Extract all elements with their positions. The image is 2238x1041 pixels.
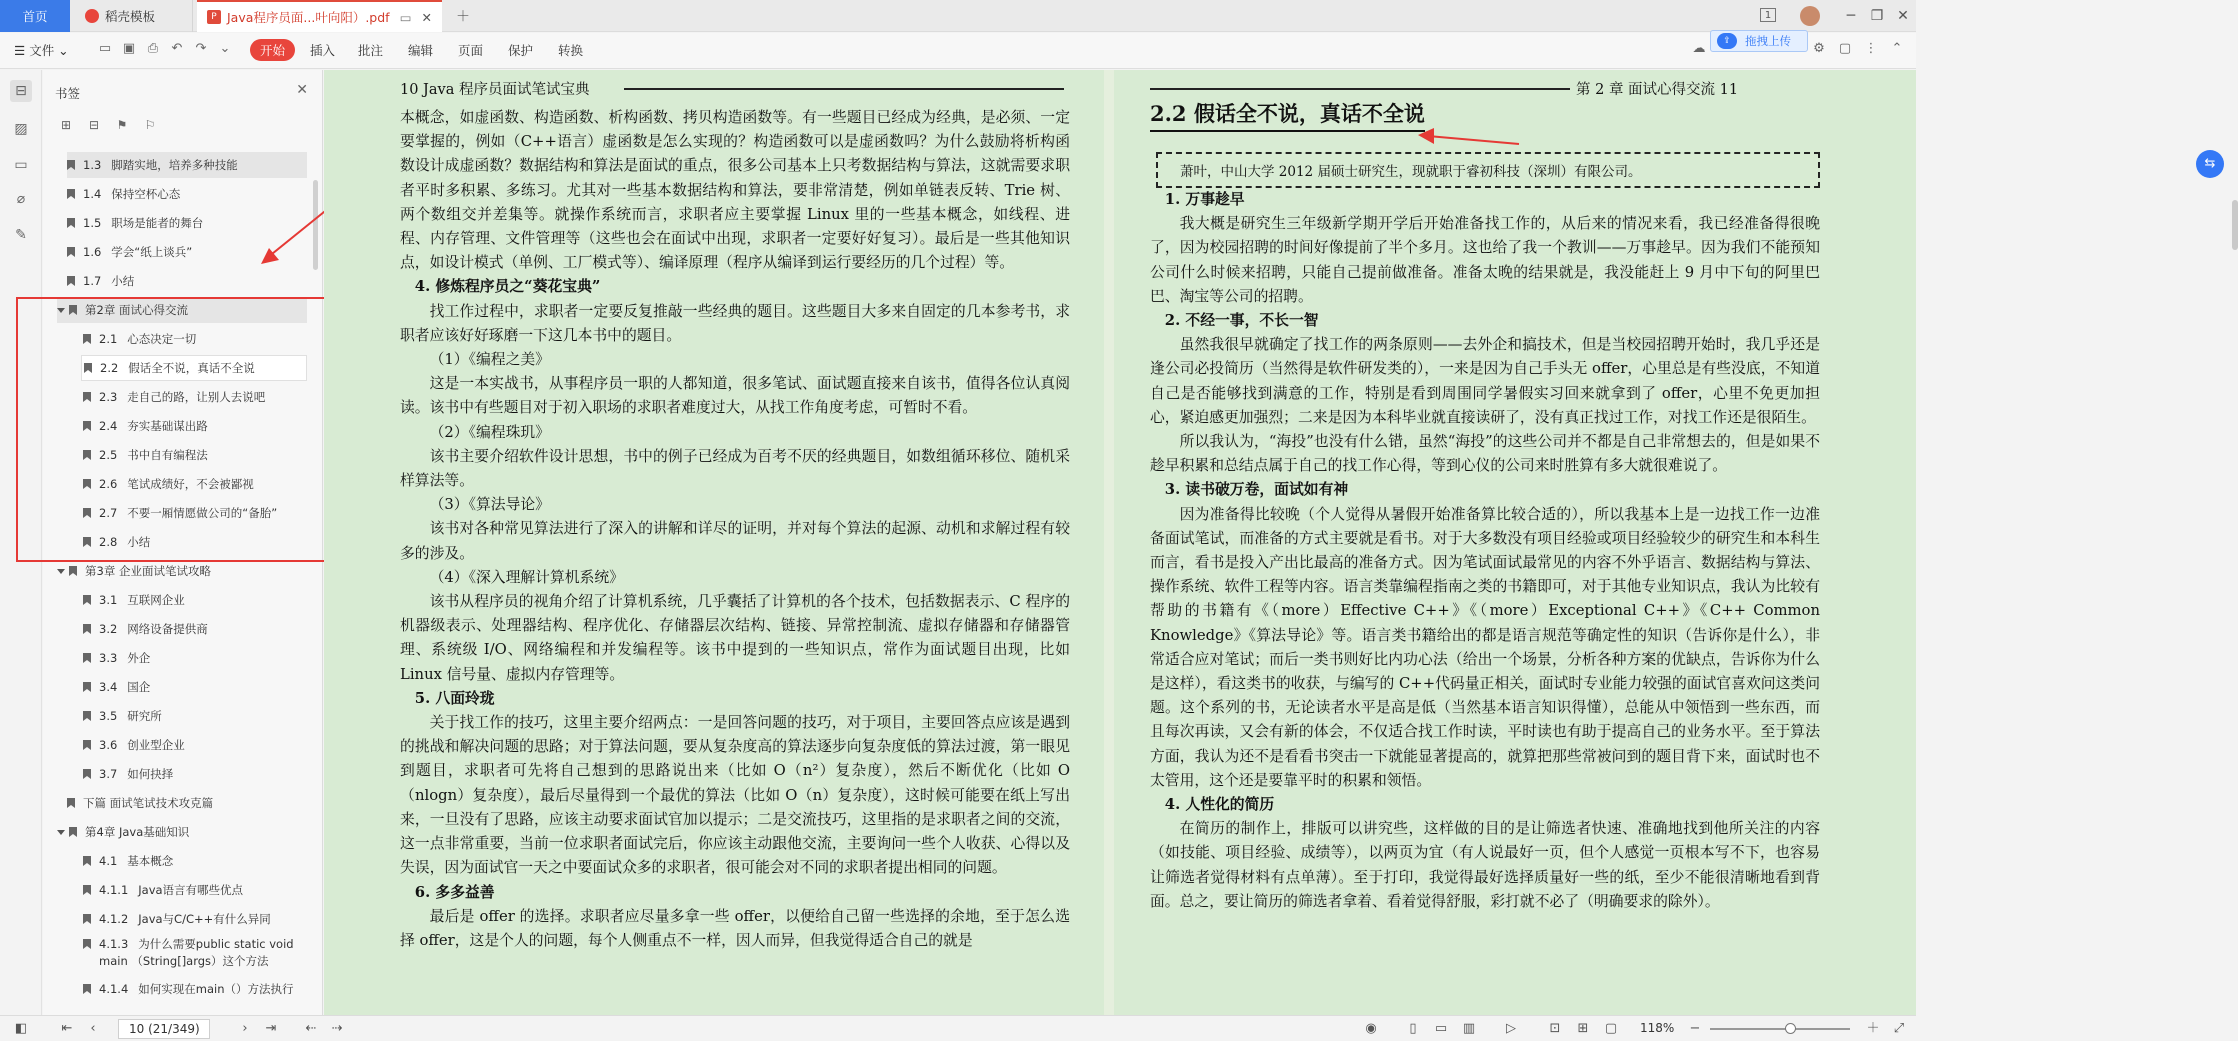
zoom-out-icon[interactable]: − <box>1689 1021 1701 1036</box>
zoom-in-icon[interactable]: ＋ <box>1866 1021 1880 1036</box>
left-heading: 6. 多多益善 <box>414 883 495 901</box>
left-header-rule <box>624 88 1064 90</box>
bookmark-2-4[interactable]: 2.4 夯实基础谋出路 <box>83 413 208 439</box>
bookmark-1-7[interactable]: 1.7 小结 <box>67 268 134 294</box>
bookmark-flag-icon <box>83 984 91 994</box>
left-paragraph: 该书主要介绍软件设计思想，书中的例子已经成为百考不厌的经典题目，如数组循环移位、随机采样算法等。 <box>400 447 1070 490</box>
tab-templates-label: 稻壳模板 <box>105 9 156 24</box>
right-header-rule <box>1150 88 1570 90</box>
tab-document[interactable] <box>197 0 442 32</box>
bookmark-flag-icon <box>83 885 91 895</box>
new-tab-icon[interactable]: ＋ <box>456 9 470 25</box>
bookmark-flag-icon <box>83 653 91 663</box>
left-subheading: （4）《深入理解计算机系统》 <box>429 568 624 586</box>
bookmark-3-4[interactable]: 3.4 国企 <box>83 674 150 700</box>
left-paragraph: 该书对各种常见算法进行了深入的讲解和详尽的证明，并对每个算法的起源、动机和求解过程有较多的涉及。 <box>400 520 1070 562</box>
fit-width-icon[interactable]: ⊡ <box>1549 1021 1561 1036</box>
fullscreen-icon[interactable]: ⤢ <box>1893 1021 1905 1036</box>
bookmark-2-7[interactable]: 2.7 不要一厢情愿做公司的“备胎” <box>83 500 277 526</box>
left-paragraph: 该书从程序员的视角介绍了计算机系统，几乎囊括了计算机的各个技术，包括数据表示、C 程序的机器级表示、处理器结构、程序优化、存储器层次结构、链接、异常控制流、虚拟存储器和存储器管理、系统级 I/O、网络编程和并发编程等。该书中提到的一些知识点，常作为面试题目出现，比如 Linux 信号量、虚拟内存管理等。 <box>400 593 1070 683</box>
bookmark-chapter-2[interactable]: 第2章 面试心得交流 <box>57 297 307 323</box>
left-paragraph: 本概念，如虚函数、构造函数、析构函数、拷贝构造函数等。有一些题目已经成为经典，是必须、一定要掌握的，例如（C++语言）虚函数是怎么实现的？构造函数可以是虚函数吗？为什么鼓励将析构函数设计成虚函数？数据结构和算法是面试的重点，很多公司基本上只考数据结构与算法，这就需要求职者平时多积累、多练习。尤其对一些基本数据结构和算法，要非常清楚，例如单链表反转、Trie 树、两个数组交并差集等。就操作系统而言，求职者应主要掌握 Linux 里的一些基本概念，如线程、进程、内存管理、文件管理等（这些也会在面试中出现，求职者一定要好好复习）。最后是一些其他知识点，如设计模式（单例、工厂模式等）、编译原理（程序从编译到运行要经历的几个过程）等。 <box>400 109 1070 272</box>
toggle-sidebar-icon[interactable]: ◧ <box>14 1021 28 1036</box>
single-page-icon[interactable]: ▯ <box>1409 1021 1417 1036</box>
restore-icon[interactable]: ❐ <box>1870 8 1884 24</box>
expand-caret-icon[interactable] <box>57 830 65 835</box>
bookmark-flag-icon <box>83 624 91 634</box>
bookmark-1-6[interactable]: 1.6 学会“纸上谈兵” <box>67 239 192 265</box>
left-heading: 5. 八面玲珑 <box>414 689 495 707</box>
bookmark-4-1[interactable]: 4.1 基本概念 <box>83 848 173 874</box>
left-paragraph: 找工作过程中，求职者一定要反复推敲一些经典的题目。这些题目大多来自固定的几本参考书，求职者应该好好琢磨一下这几本书中的题目。 <box>400 302 1070 344</box>
right-heading: 4. 人性化的简历 <box>1164 796 1275 814</box>
bookmark-2-8[interactable]: 2.8 小结 <box>83 529 150 555</box>
save-icon[interactable]: ▣ <box>122 41 136 56</box>
menu-insert[interactable]: 插入 <box>310 43 336 58</box>
file-menu[interactable]: ☰ 文件 ⌄ <box>14 43 69 58</box>
bookmark-4-1-2[interactable]: 4.1.2 Java与C/C++有什么异同 <box>83 906 271 932</box>
page-right <box>1114 70 1916 1015</box>
tab-home[interactable]: 首页 <box>0 0 70 32</box>
double-page-icon[interactable]: ▥ <box>1462 1021 1476 1036</box>
bookmark-3-1[interactable]: 3.1 互联网企业 <box>83 587 185 613</box>
bookmark-2-5[interactable]: 2.5 书中自有编程法 <box>83 442 208 468</box>
bookmark-3-3[interactable]: 3.3 外企 <box>83 645 150 671</box>
bookmark-flag-icon <box>83 595 91 605</box>
left-paragraph: 关于找工作的技巧，这里主要介绍两点：一是回答问题的技巧，对于项目，主要回答点应该是遇到的挑战和解决问题的思路；对于算法问题，要从复杂度高的算法逐步向复杂度低的算法过渡，第一眼见到题目，求职者可先将自己想到的思路说出来（比如 O（n²）复杂度），然后不断优化（比如 O（nlogn）复杂度），最后尽量得到一个最优的算法（比如 O（n）复杂度），这时候可能要在纸上写出来，一旦没有了思路，应该主动要求面试官加以提示；二是交流技巧，这里指的是求职者之间的交流，这一点非常重要，当前一位求职者面试完后，你应该主动跟他交流，主要询问一些个人收获、心得以及失误，因为面试官一天之中要面试众多的求职者，很可能会对不同的求职者提出相同的问题。 <box>400 714 1070 877</box>
page-gutter <box>1104 70 1114 1015</box>
translate-float-icon[interactable]: ⇆ <box>2196 150 2224 178</box>
prev-page-icon[interactable]: ‹ <box>90 1021 96 1036</box>
comments-icon[interactable]: ▭ <box>14 157 28 173</box>
tab-document-label: Java程序员面...叶向阳）.pdf <box>227 10 390 25</box>
pdf-icon: P <box>207 10 221 24</box>
close-window-icon[interactable]: ✕ <box>1897 8 1909 24</box>
forward-icon[interactable]: ⇢ <box>331 1021 343 1036</box>
next-page-icon[interactable]: › <box>242 1021 248 1036</box>
avatar[interactable] <box>1800 6 1820 26</box>
left-subheading: （2）《编程珠玑》 <box>429 423 550 441</box>
author-box: 萧叶，中山大学 2012 届硕士研究生，现就职于睿初科技（深圳）有限公司。 <box>1156 152 1820 188</box>
right-paragraph: 所以我认为，“海投”也没有什么错，虽然“海投”的这些公司并不都是自己非常想去的，但是如果不趁早积累和总结点属于自己的找工作心得，等到心仪的公司来时胜算有多大就很难说了。 <box>1150 433 1820 475</box>
bookmark-1-5[interactable]: 1.5 职场是能者的舞台 <box>67 210 203 236</box>
attachment-icon[interactable]: ⌀ <box>16 191 26 207</box>
right-page-header: 第 2 章 面试心得交流 11 <box>1576 82 1739 98</box>
bookmark-flag-icon <box>67 218 75 228</box>
main-toolbar <box>0 33 1916 69</box>
bookmark-2-3[interactable]: 2.3 走自己的路，让别人去说吧 <box>83 384 265 410</box>
expand-caret-icon[interactable] <box>57 569 65 574</box>
bookmark-flag-icon <box>83 711 91 721</box>
zoom-level[interactable]: 118% <box>1640 1021 1675 1035</box>
menu-start[interactable]: 开始 <box>250 39 295 61</box>
bookmark-panel-icon[interactable]: ⊟ <box>10 80 32 102</box>
document-viewer[interactable] <box>324 70 2216 1015</box>
bookmark-flag-icon <box>83 856 91 866</box>
menu-edit[interactable]: 编辑 <box>408 43 434 58</box>
right-paragraph: 我大概是研究生三年级新学期开学后开始准备找工作的，从后来的情况来看，我已经准备得很晚了，因为校园招聘的时间好像提前了半个多月。这也给了我一个教训——万事趁早。因为我们不能预知公司什么时候来招聘，只能自己提前做准备。准备太晚的结果就是，我没能赶上 9 月中下旬的阿里巴巴、淘宝等公司的招聘。 <box>1150 215 1820 305</box>
expand-all-icon[interactable]: ⊞ <box>60 118 72 132</box>
settings-icon[interactable]: ⚙ <box>1813 41 1825 56</box>
bookmark-icon[interactable]: ⚐ <box>144 118 156 132</box>
add-bookmark-icon[interactable]: ⚑ <box>116 118 128 132</box>
last-page-icon[interactable]: ⇥ <box>265 1021 277 1036</box>
tab-window-icon[interactable]: ▭ <box>399 9 412 25</box>
menu-convert[interactable]: 转换 <box>558 43 584 58</box>
first-page-icon[interactable]: ⇤ <box>61 1021 73 1036</box>
bookmark-3-5[interactable]: 3.5 研究所 <box>83 703 162 729</box>
bookmark-flag-icon <box>67 276 75 286</box>
bookmark-flag-icon <box>69 827 77 837</box>
bookmark-flag-icon <box>83 682 91 692</box>
bookmark-1-4[interactable]: 1.4 保持空杯心态 <box>67 181 180 207</box>
actual-size-icon[interactable]: ▢ <box>1604 1021 1618 1036</box>
more-icon[interactable]: ⋮ <box>1864 41 1878 56</box>
docer-logo-icon <box>85 9 99 23</box>
window-count-badge[interactable]: 1 <box>1760 8 1776 22</box>
bookmark-flag-icon <box>83 914 91 924</box>
bookmark-flag-icon <box>83 769 91 779</box>
open-icon[interactable]: ▭ <box>98 41 112 56</box>
comment-icon[interactable]: ▢ <box>1838 41 1852 56</box>
bookmark-flag-icon <box>83 939 91 949</box>
left-page-body <box>400 106 1070 953</box>
bookmark-2-1[interactable]: 2.1 心态决定一切 <box>83 326 196 352</box>
collapse-ribbon-icon[interactable]: ⌃ <box>1891 41 1903 56</box>
file-menu-label: 文件 <box>29 43 55 58</box>
annotation-arrow-right <box>1414 128 1524 168</box>
bookmark-3-7[interactable]: 3.7 如何抉择 <box>83 761 173 787</box>
signature-icon[interactable]: ✎ <box>15 227 27 243</box>
left-page-header: 10 Java 程序员面试笔试宝典 <box>400 82 590 98</box>
status-bar <box>0 1015 1916 1041</box>
zoom-slider[interactable] <box>1710 1028 1850 1030</box>
print-icon[interactable]: ⎙ <box>147 41 159 56</box>
right-paragraph: 因为准备得比较晚（个人觉得从暑假开始准备算比较合适的），所以我基本上是一边找工作一边准备面试笔试，而准备的方式主要就是看书。对于大多数没有项目经验或项目经验较少的研究生和本科生而言，看书是投入产出比最高的准备方式。因为笔试面试最常见的内容不外乎语言、数据结构与算法、操作系统、软件工程等内容。语言类靠编程指南之类的书籍即可，对于其他专业知识点，我认为比较有帮助的书籍有《（more）Effective C++》《（more）Exceptional C++》《C++ Common Knowledge》《算法导论》等。语言类书籍给出的都是语言规范等确定性的知识（告诉你是什么），非常适合应对笔试；而后一类书则好比内功心法（给出一个场景，分析各种方案的优缺点，告诉你为什么是这样），看这类书的收获，与编写的 C++代码量正相关，面试时专业能力较强的面试官喜欢问这类问题。这个系列的书，无论读者水平是高是低（当然基本语言知识得懂），总能从中领悟到一些东西，而且每次再读，又会有新的体会，不仅适合找工作时读，平时读也有助于提高自己的业务水平。至于算法方面，我认为还不是看看书突击一下就能显著提高的，就算把那些常被问到的题目背下来，面试时也不太管用，这个还是要靠平时的积累和领悟。 <box>1150 505 1820 789</box>
customize-icon[interactable]: ⌄ <box>219 41 231 56</box>
left-paragraph: 这是一本实战书，从事程序员一职的人都知道，很多笔试、面试题直接来自该书，值得各位认真阅读。该书中有些题目对于初入职场的求职者难度过大，从找工作角度考虑，可暂时不看。 <box>400 375 1070 417</box>
right-heading: 1. 万事趁早 <box>1164 191 1245 208</box>
right-paragraph: 在简历的制作上，排版可以讲究些，这样做的目的是让筛选者快速、准确地找到他所关注的内容（如技能、项目经验、成绩等），以两页为宜（有人说最好一页，但个人感觉一页根本写不下，也容易让筛选者觉得材料有点单薄）。至于打印，我觉得最好选择质量好一些的纸，至少不能很清晰地看到背面。总之，要让简历的筛选者拿着、看着觉得舒服，彩打就不必了（明确要求的除外）。 <box>1150 820 1820 910</box>
document-scrollbar[interactable] <box>2232 200 2238 250</box>
left-paragraph: 最后是 offer 的选择。求职者应尽量多拿一些 offer，以便给自己留一些选择的余地，至于怎么选择 offer，这是个人的问题，每个人侧重点不一样，因人而异，但我觉得适合自己的就是 <box>400 907 1070 949</box>
bookmark-flag-icon <box>67 247 75 257</box>
undo-icon[interactable]: ↶ <box>171 41 183 56</box>
bookmark-flag-icon <box>67 160 75 170</box>
menu-page[interactable]: 页面 <box>458 43 484 58</box>
page-number-input[interactable]: 10 (21/349) <box>118 1019 210 1039</box>
menu-annotate[interactable]: 批注 <box>358 43 384 58</box>
right-page-body <box>1150 188 1820 914</box>
bookmark-panel-title: 书签 <box>55 86 81 101</box>
bookmark-flag-icon <box>69 566 77 576</box>
upload-label: 拖拽上传 <box>1745 34 1791 48</box>
tab-templates[interactable] <box>75 0 193 32</box>
close-tab-icon[interactable]: ✕ <box>421 9 432 25</box>
right-heading: 3. 读书破万卷，面试如有神 <box>1164 481 1349 499</box>
annotation-highlight-box <box>16 297 358 562</box>
bookmark-4-1-4[interactable]: 4.1.4 如何实现在main（）方法执行 <box>83 976 294 1002</box>
bookmark-chapter-3[interactable]: 第3章 企业面试笔试攻略 <box>57 558 211 584</box>
play-icon[interactable]: ▷ <box>1506 1021 1516 1036</box>
back-icon[interactable]: ⇠ <box>305 1021 317 1036</box>
title-bar <box>0 0 1916 32</box>
close-panel-icon[interactable]: ✕ <box>296 82 308 98</box>
thumbnail-icon[interactable]: ▨ <box>14 121 28 137</box>
left-subheading: （1）《编程之美》 <box>429 351 550 369</box>
bookmark-4-1-3-cont[interactable]: main （String[]args）这个方法 <box>99 954 269 968</box>
bookmark-4-1-1[interactable]: 4.1.1 Java语言有哪些优点 <box>83 877 243 903</box>
bookmark-4-1-3[interactable]: 4.1.3 为什么需要public static void <box>83 935 294 953</box>
bookmark-3-6[interactable]: 3.6 创业型企业 <box>83 732 185 758</box>
bookmark-2-2[interactable]: 2.2 假话全不说，真话不全说 <box>81 355 307 381</box>
eye-protection-icon[interactable]: ◉ <box>1365 1021 1377 1036</box>
redo-icon[interactable]: ↷ <box>195 41 207 56</box>
left-subheading: （3）《算法导论》 <box>429 496 550 514</box>
menu-protect[interactable]: 保护 <box>508 43 534 58</box>
continuous-icon[interactable]: ▭ <box>1434 1021 1448 1036</box>
bookmark-2-6[interactable]: 2.6 笔试成绩好，不会被鄙视 <box>83 471 254 497</box>
bookmark-flag-icon <box>83 740 91 750</box>
left-heading: 4. 修炼程序员之“葵花宝典” <box>414 278 601 296</box>
bookmark-part-2[interactable]: 下篇 面试笔试技术攻克篇 <box>67 790 213 816</box>
zoom-slider-knob[interactable] <box>1785 1023 1796 1034</box>
bookmark-1-3[interactable]: 1.3 脚踏实地，培养多种技能 <box>67 152 307 178</box>
bookmark-flag-icon <box>67 189 75 199</box>
bookmark-3-2[interactable]: 3.2 网络设备提供商 <box>83 616 208 642</box>
cloud-icon[interactable]: ☁ <box>1692 41 1706 56</box>
section-title: 2.2 假话全不说，真话不全说 <box>1150 98 1425 132</box>
minimize-icon[interactable]: ─ <box>1846 8 1856 24</box>
fit-page-icon[interactable]: ⊞ <box>1577 1021 1589 1036</box>
page-left <box>324 70 1104 1015</box>
collapse-all-icon[interactable]: ⊟ <box>88 118 100 132</box>
right-paragraph: 虽然我很早就确定了找工作的两条原则——去外企和搞技术，但是当校园招聘开始时，我几乎还是逢公司必投简历（当然得是软件研发类的），一来是因为自己手头无 offer，心里总是有些没底，不知道自己是否能够找到满意的工作，特别是看到周围同学暑假实习回来就拿到了 offer，心里不免更加担心，紧迫感更加强烈；二来是因为本科毕业就直接读研了，没有真正找过工作，对找工作还是很陌生。 <box>1150 336 1820 426</box>
drag-upload-button[interactable] <box>1710 30 1808 52</box>
bookmark-flag-icon <box>67 798 75 808</box>
upload-cloud-icon: ⇪ <box>1717 33 1737 49</box>
bookmark-chapter-4[interactable]: 第4章 Java基础知识 <box>57 819 189 845</box>
right-heading: 2. 不经一事，不长一智 <box>1164 312 1319 330</box>
